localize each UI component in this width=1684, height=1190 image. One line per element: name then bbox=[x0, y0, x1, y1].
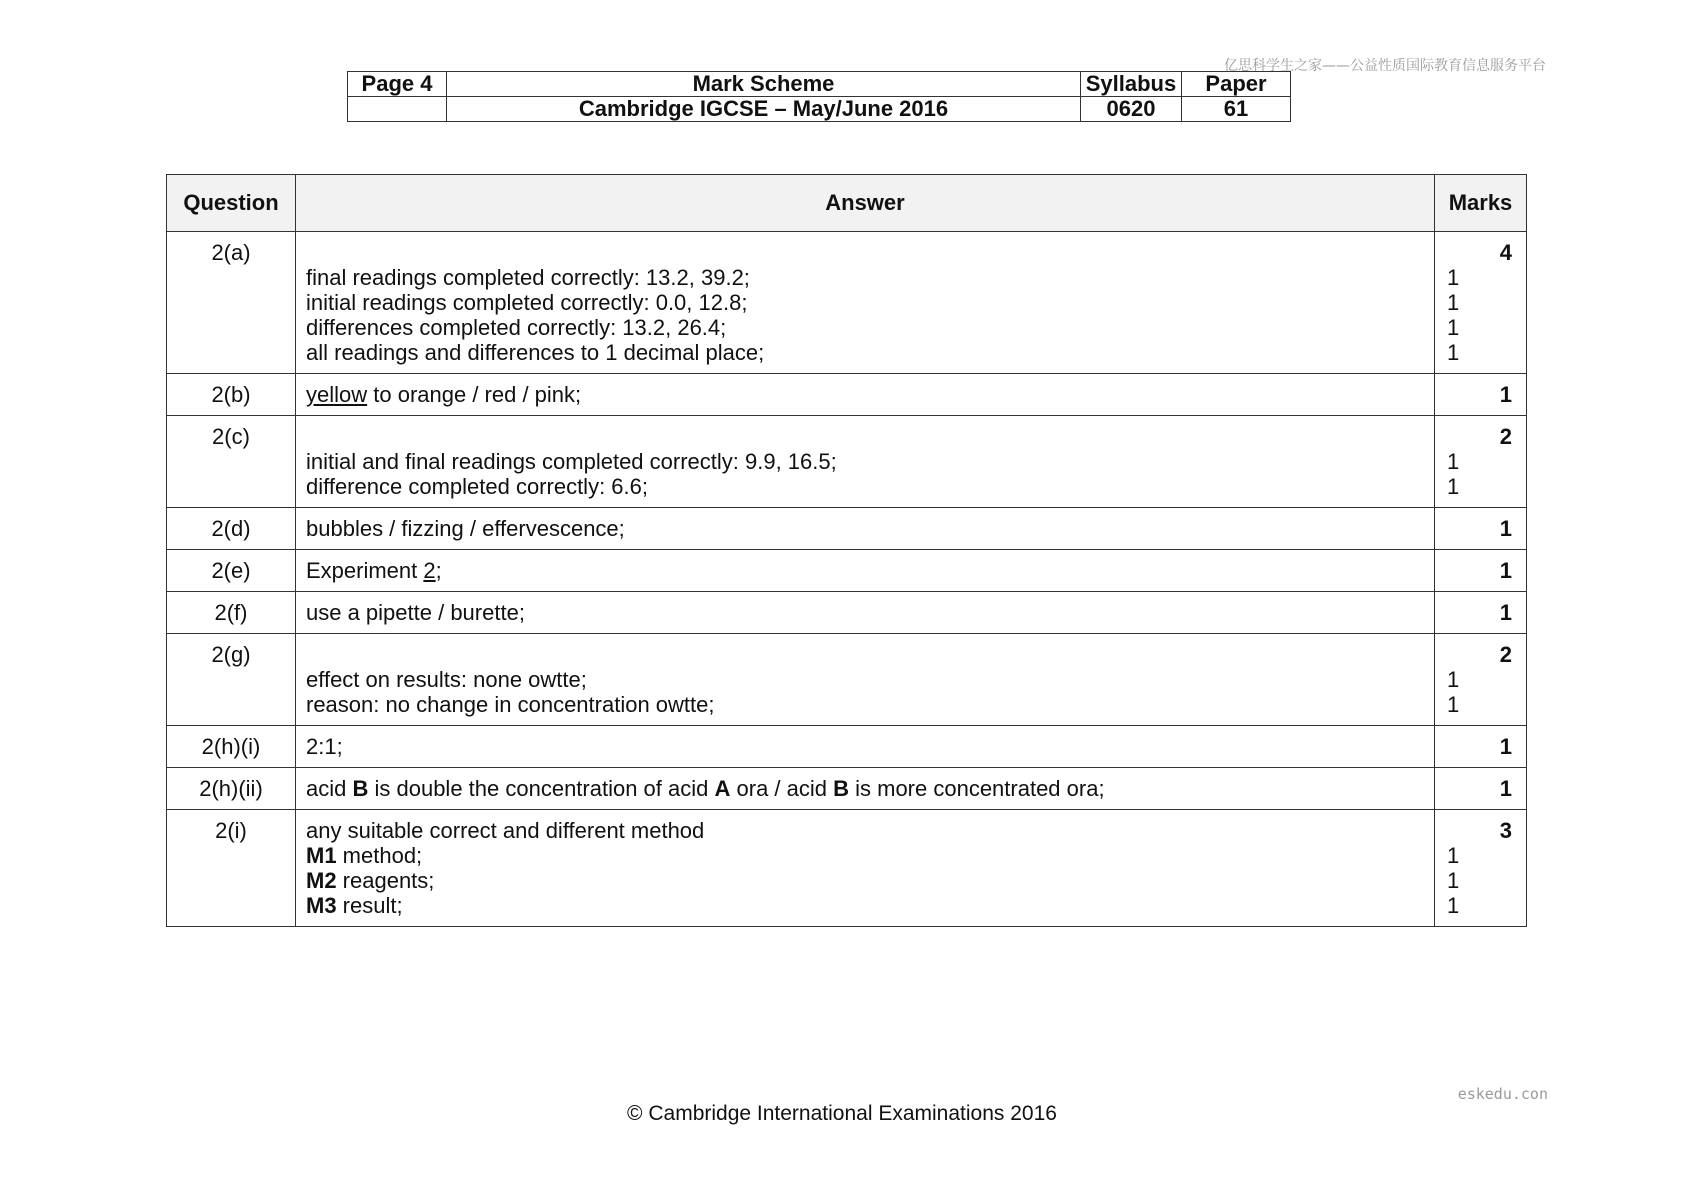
question-cell: 2(i) bbox=[167, 810, 296, 927]
total-mark: 1 bbox=[1499, 734, 1512, 759]
question-cell: 2(h)(ii) bbox=[167, 768, 296, 810]
bold-text: M3 bbox=[306, 893, 337, 918]
total-mark: 1 bbox=[1499, 516, 1512, 541]
header-exam: Cambridge IGCSE – May/June 2016 bbox=[447, 97, 1081, 122]
answer-text: reagents; bbox=[336, 868, 435, 893]
answer-text: method; bbox=[336, 843, 423, 868]
answer-cell: bubbles / fizzing / effervescence; bbox=[296, 508, 1435, 550]
watermark-top: 亿思科学生之家——公益性质国际教育信息服务平台 bbox=[1224, 58, 1546, 74]
marks-cell bbox=[1435, 810, 1527, 927]
watermark-bottom: eskedu.con bbox=[1457, 1085, 1548, 1103]
total-mark: 1 bbox=[1499, 600, 1512, 625]
answer-line: effect on results: none owtte; bbox=[306, 667, 587, 692]
sub-mark: 1 bbox=[1447, 265, 1460, 290]
marks-cell bbox=[1435, 768, 1527, 810]
marks-cell bbox=[1435, 374, 1527, 416]
answer-cell bbox=[296, 634, 1435, 726]
marks-cell bbox=[1435, 416, 1527, 508]
question-cell: 2(g) bbox=[167, 634, 296, 726]
total-mark: 1 bbox=[1499, 382, 1512, 407]
answer-text: Experiment bbox=[306, 558, 424, 583]
answer-line: final readings completed correctly: 13.2, 39.2; bbox=[306, 265, 750, 290]
answer-line bbox=[306, 868, 1424, 893]
underlined-text: yellow bbox=[306, 382, 368, 407]
header-syllabus-label: Syllabus bbox=[1081, 72, 1182, 97]
total-mark: 1 bbox=[1499, 776, 1512, 801]
bold-text: B bbox=[352, 776, 369, 801]
answer-cell: 2:1; bbox=[296, 726, 1435, 768]
marks-cell bbox=[1435, 726, 1527, 768]
total-mark: 1 bbox=[1499, 558, 1512, 583]
mark-scheme-table bbox=[166, 174, 1527, 927]
table-row bbox=[167, 232, 1527, 374]
marks-cell bbox=[1435, 592, 1527, 634]
marks-cell bbox=[1435, 232, 1527, 374]
answer-line: all readings and differences to 1 decimal place; bbox=[306, 340, 765, 365]
column-header-answer: Answer bbox=[296, 175, 1435, 232]
bold-text: B bbox=[833, 776, 849, 801]
answer-text: to orange / red / pink; bbox=[367, 382, 582, 407]
answer-text: is double the concentration of acid bbox=[368, 776, 715, 801]
total-mark: 3 bbox=[1499, 818, 1512, 843]
bold-text: M2 bbox=[306, 868, 337, 893]
header-syllabus: 0620 bbox=[1081, 97, 1182, 122]
column-header-question: Question bbox=[167, 175, 296, 232]
table-header-row bbox=[167, 175, 1527, 232]
table-row bbox=[167, 550, 1527, 592]
answer-text: is more concentrated ora; bbox=[849, 776, 1105, 801]
table-row bbox=[167, 768, 1527, 810]
table-row bbox=[167, 634, 1527, 726]
answer-line: initial and final readings completed correctly: 9.9, 16.5; bbox=[306, 449, 837, 474]
question-cell: 2(c) bbox=[167, 416, 296, 508]
sub-mark: 1 bbox=[1447, 868, 1460, 893]
total-mark: 2 bbox=[1499, 642, 1512, 667]
underlined-text: 2 bbox=[423, 558, 436, 583]
question-cell: 2(f) bbox=[167, 592, 296, 634]
table-row bbox=[167, 416, 1527, 508]
answer-cell bbox=[296, 416, 1435, 508]
table-row bbox=[167, 374, 1527, 416]
bold-text: A bbox=[714, 776, 731, 801]
header-page: Page 4 bbox=[348, 72, 447, 97]
bold-text: M1 bbox=[306, 843, 337, 868]
answer-text: ora / acid bbox=[730, 776, 834, 801]
answer-line: initial readings completed correctly: 0.0, 12.8; bbox=[306, 290, 748, 315]
sub-mark: 1 bbox=[1447, 692, 1460, 717]
table-row bbox=[167, 726, 1527, 768]
answer-line bbox=[306, 893, 1424, 918]
table-row bbox=[167, 810, 1527, 927]
answer-line bbox=[306, 843, 1424, 868]
marks-cell bbox=[1435, 634, 1527, 726]
question-cell: 2(e) bbox=[167, 550, 296, 592]
sub-mark: 1 bbox=[1447, 667, 1460, 692]
answer-cell bbox=[296, 768, 1435, 810]
sub-mark: 1 bbox=[1447, 315, 1460, 340]
sub-mark: 1 bbox=[1447, 340, 1460, 365]
header-table bbox=[347, 71, 1291, 122]
sub-mark: 1 bbox=[1447, 449, 1460, 474]
sub-mark: 1 bbox=[1447, 893, 1460, 918]
marks-cell bbox=[1435, 550, 1527, 592]
question-cell: 2(b) bbox=[167, 374, 296, 416]
answer-text: acid bbox=[306, 776, 353, 801]
column-header-marks: Marks bbox=[1435, 175, 1527, 232]
footer-copyright: © Cambridge International Examinations 2016 bbox=[627, 1102, 1057, 1125]
sub-mark: 1 bbox=[1447, 843, 1460, 868]
answer-line: differences completed correctly: 13.2, 26.4; bbox=[306, 315, 727, 340]
header-empty-cell bbox=[348, 97, 447, 122]
sub-mark: 1 bbox=[1447, 290, 1460, 315]
table-row bbox=[167, 508, 1527, 550]
total-mark: 4 bbox=[1499, 240, 1512, 265]
answer-line: difference completed correctly: 6.6; bbox=[306, 474, 648, 499]
table-row bbox=[167, 592, 1527, 634]
question-cell: 2(a) bbox=[167, 232, 296, 374]
answer-cell bbox=[296, 550, 1435, 592]
question-cell: 2(h)(i) bbox=[167, 726, 296, 768]
answer-line: any suitable correct and different method bbox=[306, 818, 705, 843]
answer-cell: use a pipette / burette; bbox=[296, 592, 1435, 634]
answer-cell bbox=[296, 374, 1435, 416]
answer-text: result; bbox=[336, 893, 403, 918]
answer-text: ; bbox=[435, 558, 442, 583]
answer-cell bbox=[296, 232, 1435, 374]
question-cell: 2(d) bbox=[167, 508, 296, 550]
marks-cell bbox=[1435, 508, 1527, 550]
answer-cell bbox=[296, 810, 1435, 927]
answer-line: reason: no change in concentration owtte; bbox=[306, 692, 715, 717]
total-mark: 2 bbox=[1499, 424, 1512, 449]
header-title: Mark Scheme bbox=[447, 72, 1081, 97]
header-paper: 61 bbox=[1182, 97, 1291, 122]
header-paper-label: Paper bbox=[1182, 72, 1291, 97]
sub-mark: 1 bbox=[1447, 474, 1460, 499]
